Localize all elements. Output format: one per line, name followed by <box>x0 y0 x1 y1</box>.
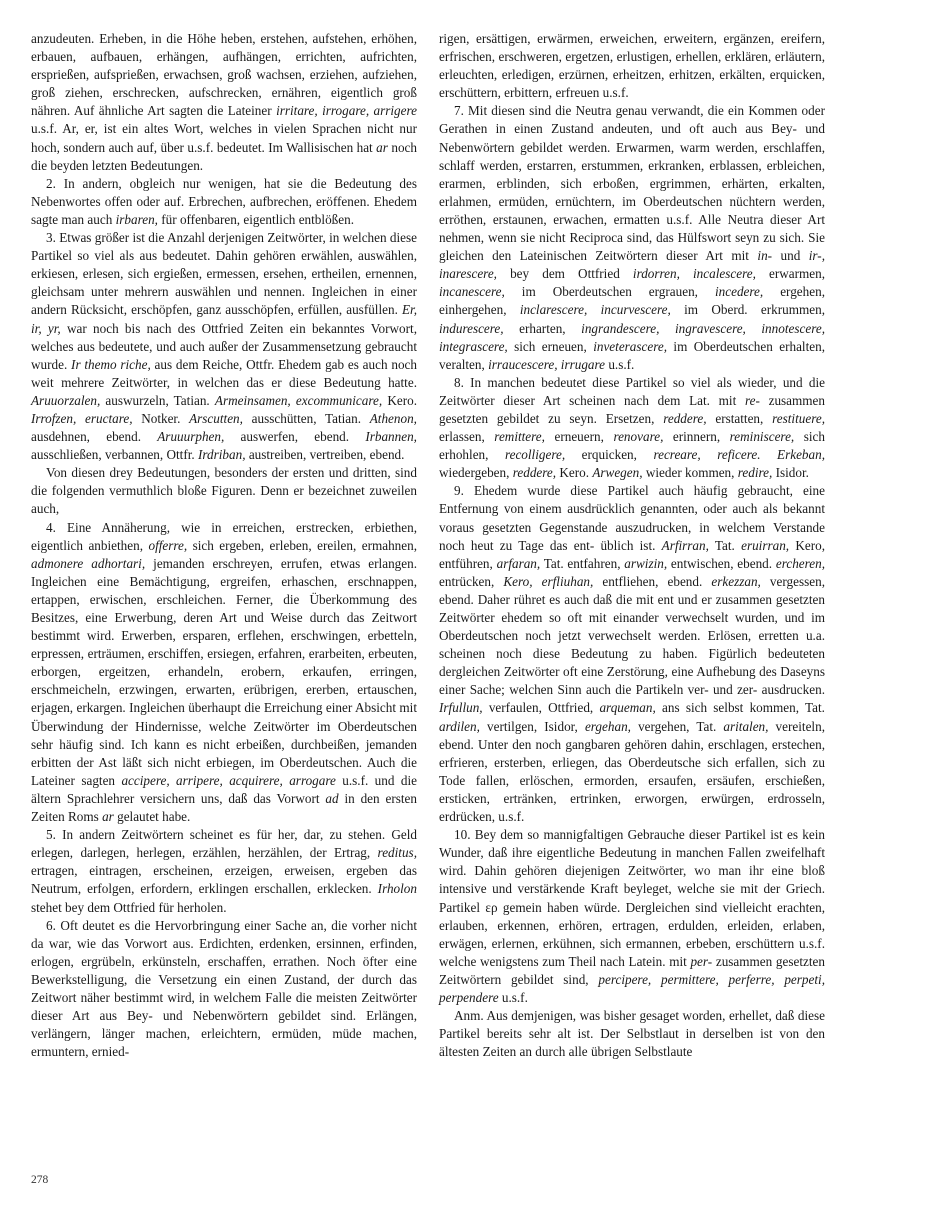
right-column <box>439 30 825 1061</box>
paragraph: 6. Oft deutet es die Hervorbringung einer Sache an, die vorher nicht da war, wie das Vorwort aus. Erdichten, erdenken, ersinnen, erfinden, erlogen, ergrübeln, erkünsteln, erschaffen, errathen. Noch öfter eine Bewerkstelligung, die Versetzung ein einen Zustand, der durch das Zeitwort näher bestimmt wird, in welchem Falle die meisten Zeitwörter dieser Art aus Bey- und Nebenwörtern gebildet sind. Erlängen, verlängern, länger machen, erleichtern, ermüden, müde machen, ermuntern, ernied- <box>31 917 417 1060</box>
paragraph: anzudeuten. Erheben, in die Höhe heben, erstehen, aufstehen, erhöhen, erbauen, aufbauen, erhängen, aufhängen, errichten, aufrichten, ersprießen, aufsprießen, erwachsen, groß wachsen, erziehen, aufziehen, groß ziehen, erschrecken, aufschrecken, ernähren, eigentlich groß nähren. Auf ähnliche Art sagten die Lateiner irritare, irrogare, arrigere u.s.f. Ar, er, ist ein altes Wort, welches in vielen Sprachen nicht nur hoch, sondern auch auf, über u.s.f. bedeutet. Im Wallisischen hat ar noch die beyden letzten Bedeutungen. <box>31 31 417 173</box>
paragraph: Anm. Aus demjenigen, was bisher gesaget worden, erhellet, daß diese Partikel bereits sehr alt ist. Der Selbstlaut in derselben ist von den ältesten Zeiten an durch alle übrigen Selbstlaute <box>439 1008 825 1060</box>
left-column <box>31 30 417 1061</box>
document-page <box>31 30 826 1170</box>
paragraph: 3. Etwas größer ist die Anzahl derjenigen Zeitwörter, in welchen diese Partikel so viel als aus bedeutet. Dahin gehören erwählen, auswählen, erkiesen, erlesen, sich ergießen, ermessen, ersehen, ertheilen, ernennen, gleichsam unter mehrern auswählen und nennen. Ingleichen in einer andern Rücksicht, erschöpfen, ganz ausschöpfen, erfüllen, ausfüllen. Er, ir, yr, war noch bis nach des Ottfried Zeiten ein bekanntes Vorwort, welches aus bedeutete, und auch außer der Zusammensetzung gebraucht wurde. Ir themo riche, aus dem Reiche, Ottfr. Ehedem gab es auch noch weit mehrere Zeitwörter, in welchen das er diese Bedeutung hatte. Aruuorzalen, auswurzeln, Tatian. Armeinsamen, excommunicare, Kero. Irrofzen, eructare, Notker. Arscutten, ausschütten, Tatian. Athenon, ausdehnen, ebend. Aruuurphen, auswerfen, ebend. Irbannen, ausschließen, verbannen, Ottfr. Irdriban, austreiben, vertreiben, ebend. <box>31 230 418 463</box>
paragraph: 2. In andern, obgleich nur wenigen, hat sie die Bedeutung des Nebenwortes offen oder auf. Erbrechen, aufbrechen, eröffenen. Ehedem sagte man auch irbaren, für offenbaren, eigentlich entblößen. <box>31 175 417 227</box>
paragraph: 5. In andern Zeitwörtern scheinet es für her, dar, zu stehen. Geld erlegen, darlegen, herlegen, erzählen, herzählen, der Ertrag, reditus, ertragen, eintragen, erscheinen, erzeigen, erweisen, ergeben das Neutrum, erfolgen, erfordern, erklingen erschallen, erklecken. Irholon stehet bey dem Ottfried für herholen. <box>31 827 417 915</box>
page-number: 278 <box>31 1174 49 1186</box>
paragraph: Von diesen drey Bedeutungen, besonders der ersten und dritten, sind die folgenden vermuthlich bloße Figuren. Denn er bezeichnet zuweilen auch, <box>31 465 417 517</box>
paragraph: 9. Ehedem wurde diese Partikel auch häufig gebraucht, eine Entfernung von einem ausdrücklich genannten, oder auch als bekannt voraus gesetzten Gegenstande auszudrucken, in welchem Verstande noch heut zu Tage das ent- üblich ist. Arfirran, Tat. eruirran, Kero, entführen, arfaran, Tat. entfahren, arwizin, entwischen, ebend. ercheren, entrücken, Kero, erfliuhan, entfliehen, ebend. erkezzan, vergessen, ebend. Daher rühret es auch daß die mit ent und er zusammen gesetzten Zeitwörter ehedem so oft mit einander verwechselt wurden, und im Oberdeutschen noch jetzt verwechselt werden. Erlösen, erretten u.a. scheinen noch diese Bedeutung zu haben. Figürlich bedeuteten dergleichen Zeitwörter oft eine Zerstörung, eine Aufhebung des Daseyns einer Sache; welchen Sinn auch die Partikeln ver- und zer- ausdrucken. Irfullun, verfaulen, Ottfried, arqueman, ans sich selbst kommen, Tat. ardilen, vertilgen, Isidor, ergehan, vergehen, Tat. aritalen, vereiteln, ebend. Unter den noch gangbaren gehören dahin, erschlagen, erstechen, erfrieren, ersterben, erliegen, das Oberdeutsche sich erfallen, sich zu Tode fallen, erlöschen, ermorden, ersaufen, ersäufen, erschießen, ersticken, ertränken, ertrinken, erworgen, erwürgen, erdrosseln, erdrücken, u.s.f. <box>439 483 826 825</box>
paragraph: 7. Mit diesen sind die Neutra genau verwandt, die ein Kommen oder Gerathen in einen Zustand andeuten, und oft auch aus Bey- und Nebenwörtern gebildet werden. Erwarmen, warm werden, erschlaffen, schlaff werden, erstarren, erstummen, erkranken, erblassen, erbleichen, erarmen, erblinden, sich erboßen, ergrimmen, erhärten, erkalten, erlahmen, ermüden, ernüchtern, im Oberdeutschen nüchtern werden, erröthen, erstaunen, erwachen, ermatten u.s.f. Alle Neutra dieser Art nehmen, wenn sie nicht Reciproca sind, das Hülfswort seyn zu sich. Sie gleichen den Lateinischen Zeitwörtern dieser Art mit in- und ir-, inarescere, bey dem Ottfried irdorren, incalescere, erwarmen, incanescere, im Oberdeutschen ergrauen, incedere, ergehen, einhergehen, inclarescere, incurvescere, im Oberd. erkrummen, indurescere, erharten, ingrandescere, ingravescere, innotescere, integrascere, sich erneuen, inveterascere, im Oberdeutschen erhalten, veralten, irraucescere, irrugare u.s.f. <box>439 103 825 372</box>
paragraph: 4. Eine Annäherung, wie in erreichen, erstrecken, erbiethen, eigentlich anbiethen, offerre, sich ergeben, erleben, ereilen, ermahnen, admonere adhortari, jemanden erschreyen, errufen, etwas erlangen. Ingleichen eine Bemächtigung, ergreifen, erhaschen, erschnappen, ertappen, erwischen, erschleichen. Ferner, die Überkommung des Besitzes, eine Erwerbung, deren Art und Weise durch das Zeitwort bestimmt wird. Erwerben, ersparen, erflehen, erschwingen, erbetteln, erpressen, erträumen, erschiffen, ersiegen, erfahren, erarbeiten, erbeuten, erborgen, ergeitzen, erhandeln, erobern, erkaufen, erringen, erschmeicheln, erzwingen, erwarten, erübrigen, ererben, ertauschen, erjagen, erkargen. Ingleichen überhaupt die Erreichung einer Absicht mit Überwindung der Hindernisse, welche Zeitwörter im Oberdeutschen sehr häufig sind. Ich kann es nicht erbeißen, durchbeißen, jemanden erbitten der Ast läßt sich nicht erbiegen, im Oberdeutschen. Auch die Lateiner sagten accipere, arripere, acquirere, arrogare u.s.f. und die ältern Sprachlehrer versichern uns, daß das Vorwort ad in den ersten Zeiten Roms ar gelautet habe. <box>31 519 418 825</box>
paragraph: rigen, ersättigen, erwärmen, erweichen, erweitern, ergänzen, ereifern, erfrischen, erschweren, ergetzen, erlustigen, erhellen, erklären, erläutern, erleuchten, erledigen, erzürnen, erheitzen, erhitzen, erkälten, erquicken, erschüttern, erbittern, erfreuen u.s.f. <box>439 31 825 101</box>
paragraph: 8. In manchen bedeutet diese Partikel so viel als wieder, und die Zeitwörter dieser Art scheinen nach dem Lat. mit re- zusammen gesetzten gebildet zu seyn. Ersetzen, reddere, erstatten, restituere, erlassen, remittere, erneuern, renovare, erinnern, reminiscere, sich erhohlen, recolligere, erquicken, recreare, reficere. Erkeban, wiedergeben, reddere, Kero. Arwegen, wieder kommen, redire, Isidor. <box>439 374 825 481</box>
paragraph: 10. Bey dem so mannigfaltigen Gebrauche dieser Partikel ist es kein Wunder, daß ihre eigentliche Bedeutung in manchen Fallen zweifelhaft wird. Dahin gehören diejenigen Zeitwörter, wo man ihr eine bloß intensive und verstärkende Kraft beyleget, welche sie mit der Griech. Partikel ερ gemein haben würde. Dergleichen sind vielleicht erachten, erlauben, erkennen, erhören, ertragen, erdulden, erleiden, erlaben, erwägen, erlernen, erkühnen, sich ermannen, erbeben, erschüttern u.s.f. welche wenigstens zum Theil nach Latein. mit per- zusammen gesetzten Zeitwörtern gebildet sind, percipere, permittere, perferre, perpeti, perpendere u.s.f. <box>439 827 825 1005</box>
